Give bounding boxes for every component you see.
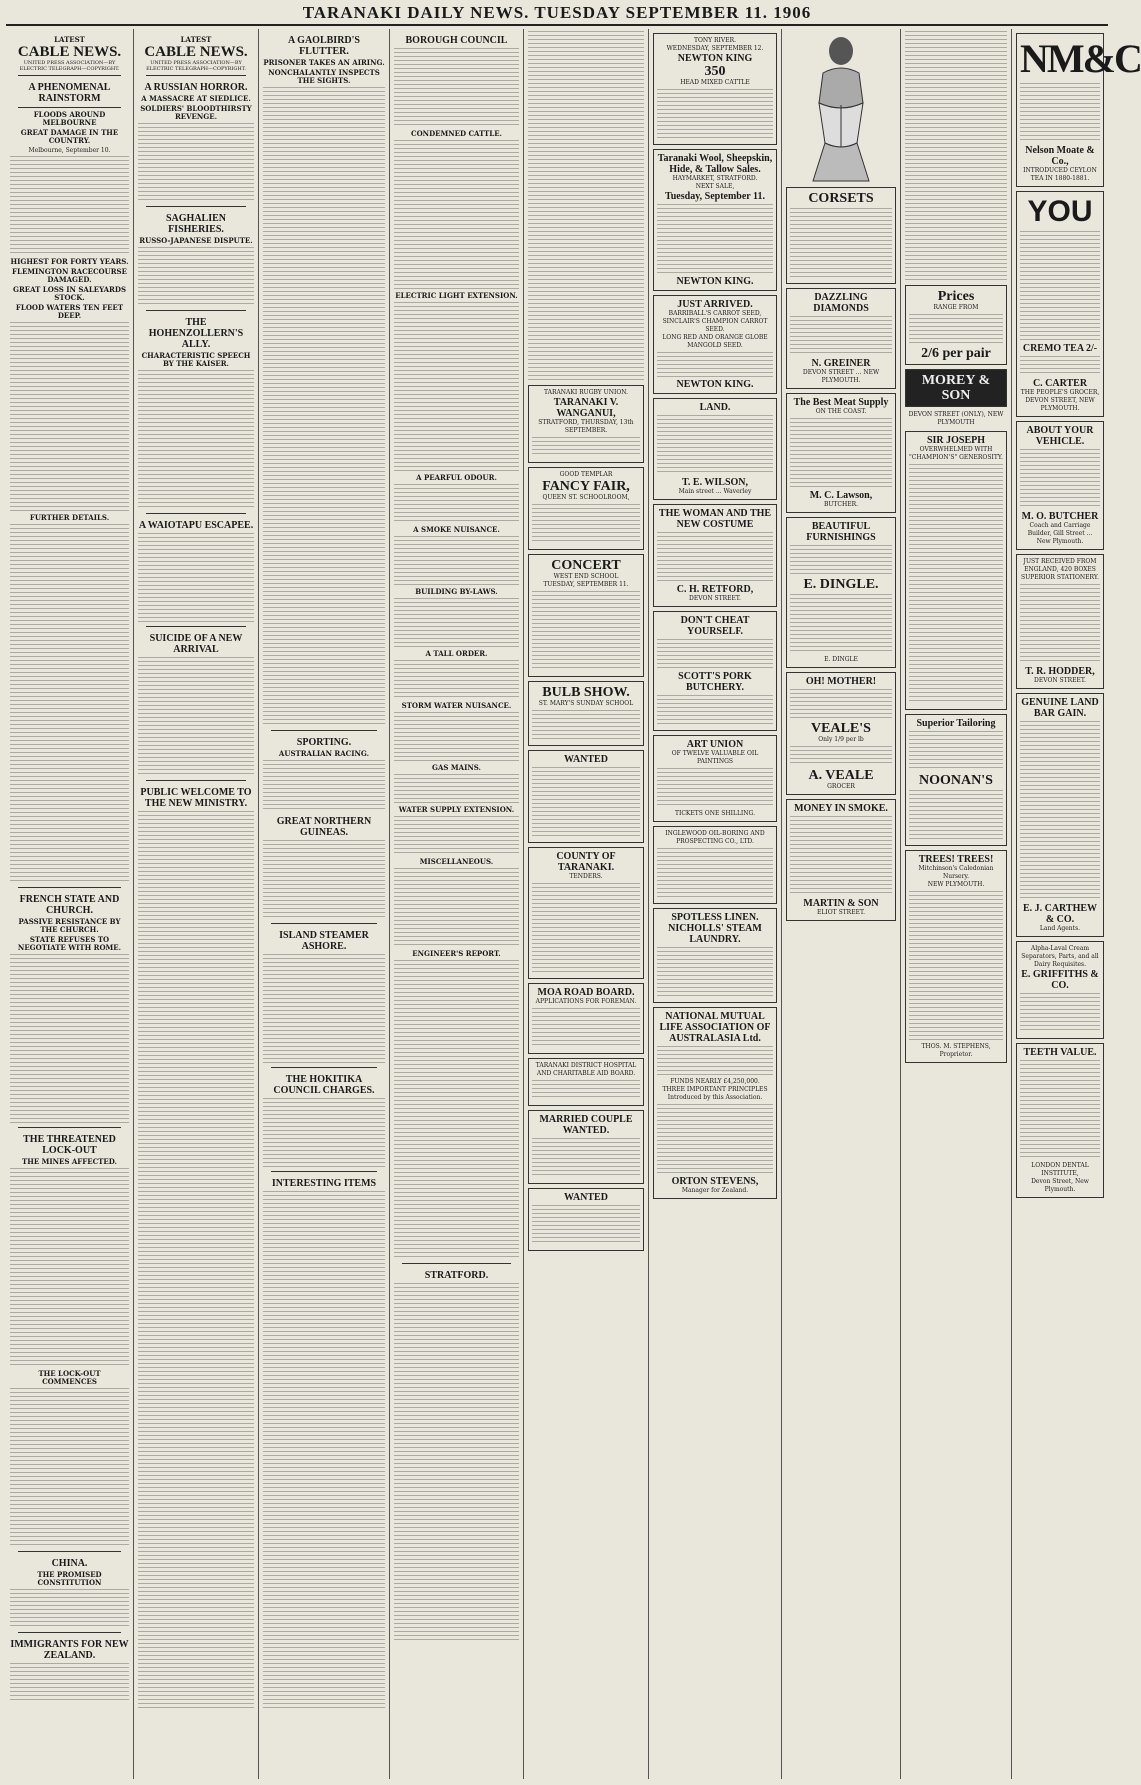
subheadline: GREAT DAMAGE IN THE COUNTRY.: [20, 128, 119, 145]
article-body: [10, 524, 129, 884]
article-body: [394, 536, 519, 586]
advert-newton-king-cattle: [653, 33, 777, 145]
ad-address: Devon Street, New Plymouth.: [1031, 1178, 1089, 1193]
ad-title: FANCY FAIR,: [542, 479, 630, 494]
ad-line: ON THE COAST.: [815, 408, 867, 415]
advert-hospital-board: [528, 1058, 644, 1106]
subheadline: CONDEMNED CATTLE.: [411, 129, 502, 138]
article-body: [138, 123, 254, 203]
ad-line: OVERWHELMED WITH "CHAMPION'S" GENEROSITY.: [909, 446, 1003, 461]
ad-line: FUNDS NEARLY £4,250,000.: [670, 1078, 760, 1085]
column-8: [901, 29, 1012, 1779]
headline: A PHENOMENAL RAINSTORM: [28, 82, 111, 104]
ad-date: TUESDAY, SEPTEMBER 11.: [543, 581, 629, 588]
advert-cremo: [1016, 191, 1104, 417]
subheadline: A MASSACRE AT SIEDLICE.: [141, 94, 251, 103]
ad-line: Manager for Zealand.: [681, 1187, 749, 1194]
headline: CHINA.: [51, 1558, 88, 1569]
column-6: [649, 29, 782, 1779]
ad-address: DEVON STREET.: [689, 595, 741, 602]
ad-name: C. H. RETFORD,: [676, 584, 754, 595]
ad-label: TONY RIVER.: [693, 37, 737, 44]
ad-name: M. O. BUTCHER: [1021, 511, 1099, 522]
advert-furnishings: [786, 517, 896, 668]
ad-line: SINCLAIR'S CHAMPION CARROT SEED.: [662, 318, 768, 333]
headline: PUBLIC WELCOME TO THE NEW MINISTRY.: [140, 787, 252, 809]
ad-title: Superior Tailoring: [916, 718, 996, 729]
headline: INTERESTING ITEMS: [271, 1178, 377, 1189]
advert-wanted: [528, 750, 644, 843]
advert-wanted-2: [528, 1188, 644, 1251]
ad-line: LONG RED AND ORANGE GLOBE MANGOLD SEED.: [662, 334, 768, 349]
ad-name: T. R. HODDER,: [1025, 666, 1095, 677]
ad-line: Land Agents.: [1039, 925, 1081, 932]
ad-line: ST. MARY'S SUNDAY SCHOOL: [538, 700, 634, 707]
ad-title: NEWTON KING: [677, 53, 753, 64]
headline: SAGHALIEN FISHERIES.: [165, 213, 226, 235]
ad-title: GENUINE LAND BAR GAIN.: [1021, 697, 1099, 719]
advert-oil-boring: [653, 826, 777, 904]
column-7: [782, 29, 901, 1779]
ad-address: Main street ... Waverley: [678, 488, 752, 495]
subheadline: A TALL ORDER.: [425, 649, 488, 658]
advert-wool-sales: [653, 149, 777, 291]
article-body: [10, 322, 129, 512]
ad-title: DON'T CHEAT YOURSELF.: [680, 615, 750, 637]
ad-title: TARANAKI V. WANGANUI,: [553, 397, 619, 419]
ad-line: WEST END SCHOOL: [553, 573, 619, 580]
column-9: [1012, 29, 1141, 1779]
ad-title: BULB SHOW.: [542, 685, 630, 700]
subheadline: FLEMINGTON RACECOURSE DAMAGED.: [12, 267, 127, 284]
article-body: [394, 816, 519, 856]
article-body: [263, 1191, 385, 1711]
article-body: [10, 1589, 129, 1629]
ad-line: RANGE FROM: [933, 304, 979, 311]
ad-name: ORTON STEVENS,: [671, 1176, 759, 1187]
subheadline: CHARACTERISTIC SPEECH BY THE KAISER.: [141, 351, 251, 368]
article-body: [138, 247, 254, 307]
subheadline: THE PROMISED CONSTITUTION: [37, 1570, 102, 1587]
article-body: [394, 484, 519, 524]
article-body: [263, 760, 385, 810]
article-body: [394, 302, 519, 472]
headline: A WAIOTAPU ESCAPEE.: [138, 520, 254, 531]
advert-diamonds: [786, 288, 896, 389]
advert-land-wilson: [653, 398, 777, 500]
ad-name: SCOTT'S PORK BUTCHERY.: [678, 671, 752, 693]
article-body: [394, 660, 519, 700]
headline: STRATFORD.: [424, 1270, 489, 1281]
advert-meat: [786, 393, 896, 513]
nmc-logo: NM&C: [1020, 36, 1141, 81]
ad-line: HEAD MIXED CATTLE: [680, 79, 750, 86]
ad-title: JUST RECEIVED FROM ENGLAND, 420 BOXES SUPERIOR STATIONERY.: [1021, 558, 1099, 581]
article-body: [394, 140, 519, 290]
ad-title: MONEY IN SMOKE.: [794, 803, 888, 814]
dateline: Melbourne, September 10.: [28, 147, 111, 154]
subheadline: ENGINEER'S REPORT.: [412, 949, 501, 958]
article-body: [394, 868, 519, 948]
ad-name: A. VEALE: [808, 768, 874, 783]
ad-title: NATIONAL MUTUAL LIFE ASSOCIATION OF AUSTRALASIA Ltd.: [659, 1011, 771, 1044]
ad-title: CONCERT: [551, 558, 621, 573]
subheadline: BUILDING BY-LAWS.: [415, 587, 498, 596]
credit-line: UNITED PRESS ASSOCIATION—BY ELECTRIC TELEGRAPH—COPYRIGHT.: [146, 60, 246, 72]
article-body: [10, 1168, 129, 1368]
article-body: [394, 48, 519, 128]
advert-teeth: [1016, 1043, 1104, 1198]
headline: SPORTING.: [296, 737, 352, 748]
ad-name: M. C. Lawson,: [809, 490, 873, 501]
masthead: TARANAKI DAILY NEWS. TUESDAY SEPTEMBER 11. 1906: [6, 2, 1108, 26]
ad-line: GROCER: [827, 783, 855, 790]
advert-morey: [905, 369, 1007, 407]
ad-line: THREE IMPORTANT PRINCIPLES: [662, 1086, 768, 1093]
column-3: [259, 29, 390, 1779]
ad-line: BUTCHER.: [823, 501, 859, 508]
article-body: [10, 954, 129, 1124]
advert-stationery: [1016, 554, 1104, 689]
subheadline: NONCHALANTLY INSPECTS THE SIGHTS.: [268, 68, 380, 85]
ad-title: WANTED: [564, 754, 608, 765]
section-title: CABLE NEWS.: [144, 44, 248, 60]
subheadline: FLOOD WATERS TEN FEET DEEP.: [15, 303, 124, 320]
ad-number: 350: [704, 64, 726, 79]
ad-title: TREES! TREES!: [918, 854, 994, 865]
article-body: [263, 1098, 385, 1168]
section-title: CABLE NEWS.: [17, 44, 122, 60]
ad-name: C. CARTER: [1032, 378, 1088, 389]
ad-date: Tuesday, September 11.: [664, 191, 766, 202]
advert-county-tenders: [528, 847, 644, 979]
ad-name: E. DINGLE: [824, 656, 858, 663]
article-body: [905, 31, 1007, 281]
ad-name: NICHOLLS' STEAM LAUNDRY.: [668, 923, 762, 945]
ad-title: Alpha-Laval Cream Separators, Parts, and all Dairy Requisites.: [1021, 945, 1099, 968]
advert-rugby: [528, 385, 644, 463]
advert-laundry: [653, 908, 777, 1003]
ad-name: NEWTON KING.: [676, 276, 754, 287]
subheadline: MISCELLANEOUS.: [419, 857, 494, 866]
ad-title: LAND.: [699, 402, 731, 413]
advert-road-board: [528, 983, 644, 1054]
ad-title: OH! MOTHER!: [805, 676, 877, 687]
ad-title: COUNTY OF TARANAKI.: [556, 851, 616, 873]
article-body: [263, 87, 385, 727]
ad-price: 2/6 per pair: [921, 346, 991, 361]
ad-title: MARRIED COUPLE WANTED.: [539, 1114, 633, 1136]
ad-name: N. GREINER: [811, 358, 871, 369]
article-body: [138, 811, 254, 1711]
headline: THE HOKITIKA COUNCIL CHARGES.: [273, 1074, 375, 1096]
ad-address: DEVON STREET.: [1034, 677, 1086, 684]
article-body: [394, 960, 519, 1260]
ad-title: ART UNION: [686, 739, 744, 750]
column-2: [134, 29, 259, 1779]
ad-line: WEDNESDAY, SEPTEMBER 12.: [666, 45, 764, 52]
ad-name: E. GRIFFITHS & CO.: [1021, 969, 1099, 991]
subheadline: STORM WATER NUISANCE.: [401, 701, 512, 710]
kicker: LATEST: [180, 35, 212, 44]
ad-title: MOREY & SON: [921, 373, 991, 403]
column-1: [6, 29, 134, 1779]
subheadline: GAS MAINS.: [432, 763, 481, 772]
ad-title: TARANAKI DISTRICT HOSPITAL AND CHARITABLE AID BOARD.: [535, 1062, 637, 1077]
subheadline: SOLDIERS' BLOODTHIRSTY REVENGE.: [140, 104, 252, 121]
subheadline: AUSTRALIAN RACING.: [278, 749, 370, 758]
ad-line: Introduced by this Association.: [667, 1094, 763, 1101]
advert-sir-joseph: [905, 431, 1007, 710]
ad-title: SIR JOSEPH: [926, 435, 986, 446]
ad-title: SPOTLESS LINEN.: [671, 912, 759, 923]
credit-line: UNITED PRESS ASSOCIATION—BY ELECTRIC TELEGRAPH—COPYRIGHT.: [19, 60, 120, 72]
advert-trees: [905, 850, 1007, 1063]
advert-money-smoke: [786, 799, 896, 921]
ad-title: DAZZLING DIAMONDS: [813, 292, 869, 314]
advert-bulb-show: [528, 681, 644, 746]
advert-pork-butchery: [653, 611, 777, 731]
ad-name: Nelson Moate & Co.,: [1025, 145, 1095, 167]
ad-line: STRATFORD, THURSDAY, 13th SEPTEMBER.: [538, 419, 634, 434]
column-4: [390, 29, 524, 1779]
ad-title: The Best Meat Supply: [793, 397, 889, 408]
ad-title: INGLEWOOD OIL-BORING AND PROSPECTING CO., LTD.: [665, 830, 765, 845]
ad-name: LONDON DENTAL INSTITUTE,: [1031, 1162, 1089, 1177]
headline: A GAOLBIRD'S FLUTTER.: [288, 35, 360, 57]
subheadline: THE MINES AFFECTED.: [22, 1157, 117, 1166]
ad-line: OF TWELVE VALUABLE OIL PAINTINGS: [671, 750, 759, 765]
ad-line: NEW PLYMOUTH.: [927, 881, 985, 888]
article-body: [394, 774, 519, 804]
headline: THE HOHENZOLLERN'S ALLY.: [148, 317, 244, 350]
ad-name: MARTIN & SON: [803, 898, 879, 909]
ad-title: ABOUT YOUR VEHICLE.: [1026, 425, 1094, 447]
advert-separators: [1016, 941, 1104, 1039]
ad-label: TARANAKI RUGBY UNION.: [543, 389, 629, 396]
advert-prices: [905, 285, 1007, 365]
ad-name: THOS. M. STEPHENS,: [921, 1043, 991, 1050]
ad-name: CREMO TEA 2/-: [1022, 343, 1098, 354]
ad-title: WANTED: [564, 1192, 608, 1203]
subheadline: ELECTRIC LIGHT EXTENSION.: [395, 291, 518, 300]
ad-line: INTRODUCED CEYLON TEA IN 1880-1881.: [1023, 167, 1097, 182]
subheadline: STATE REFUSES TO NEGOTIATE WITH ROME.: [17, 935, 122, 952]
ad-label: GOOD TEMPLAR: [559, 471, 613, 478]
subheadline: PASSIVE RESISTANCE BY THE CHURCH.: [18, 917, 121, 934]
subheadline: HIGHEST FOR FORTY YEARS.: [10, 257, 129, 266]
ad-line: QUEEN ST. SCHOOLROOM,: [542, 494, 630, 501]
advert-art-union: [653, 735, 777, 822]
advert-concert: [528, 554, 644, 677]
ad-title: Taranaki Wool, Sheepskin, Hide, & Tallow Sales.: [657, 153, 773, 175]
headline: THE THREATENED LOCK-OUT: [23, 1134, 116, 1156]
ad-title: JUST ARRIVED.: [677, 299, 753, 310]
advert-mutual-life: [653, 1007, 777, 1199]
advert-tailoring: [905, 714, 1007, 846]
ad-line: TENDERS.: [569, 873, 603, 880]
headline: FRENCH STATE AND CHURCH.: [19, 894, 120, 916]
ad-title: THE WOMAN AND THE NEW COSTUME: [658, 508, 772, 530]
article-body: [394, 1283, 519, 1643]
ad-line: BARRIBALL'S CARROT SEED,: [668, 310, 762, 317]
ad-line: HAYMARKET, STRATFORD.: [672, 175, 758, 182]
subheadline: A PEARFUL ODOUR.: [416, 473, 497, 482]
ad-name: NEWTON KING.: [676, 379, 754, 390]
corset-illustration: [801, 33, 881, 183]
ad-name: NOONAN'S: [919, 773, 993, 788]
subheadline: PRISONER TAKES AN AIRING.: [263, 58, 385, 67]
article-body: [10, 156, 129, 256]
article-body: [10, 1388, 129, 1548]
headline: GREAT NORTHERN GUINEAS.: [276, 816, 372, 838]
article-body: [138, 533, 254, 623]
advert-just-arrived: [653, 295, 777, 394]
subheadline: RUSSO-JAPANESE DISPUTE.: [139, 236, 253, 245]
article-body: [263, 840, 385, 920]
kicker: LATEST: [54, 35, 85, 44]
ad-name: VEALE'S: [811, 721, 871, 736]
ad-name: T. E. WILSON,: [681, 477, 749, 488]
ad-address: DEVON STREET ... NEW PLYMOUTH.: [802, 369, 880, 384]
ad-line: Mitchinson's Caledonian Nursery.: [918, 865, 994, 880]
headline: A RUSSIAN HORROR.: [144, 82, 248, 93]
advert-married-couple: [528, 1110, 644, 1184]
advert-nmc: [1016, 33, 1141, 187]
advert-new-costume: [653, 504, 777, 607]
ad-price: Only 1/9 per lb: [818, 736, 864, 743]
advert-oh-mother: [786, 672, 896, 795]
ad-name: E. J. CARTHEW & CO.: [1022, 903, 1098, 925]
article-body: [394, 712, 519, 762]
ad-line: TICKETS ONE SHILLING.: [674, 810, 756, 817]
article-body: [263, 954, 385, 1064]
column-5: [524, 29, 649, 1779]
article-body: [138, 657, 254, 777]
article-body: [528, 31, 644, 381]
advert-corsets: [786, 187, 896, 284]
ad-line: APPLICATIONS FOR FOREMAN.: [535, 998, 637, 1005]
advert-vehicle: [1016, 421, 1104, 550]
ad-title: CORSETS: [808, 191, 874, 206]
subheadline: FURTHER DETAILS.: [29, 513, 110, 522]
subheadline: FLOODS AROUND MELBOURNE: [33, 110, 106, 127]
subheadline: WATER SUPPLY EXTENSION.: [398, 805, 515, 814]
subheadline: A SMOKE NUISANCE.: [413, 525, 500, 534]
ad-title: YOU: [1027, 195, 1093, 228]
ad-line: NEXT SALE,: [695, 183, 735, 190]
headline: IMMIGRANTS FOR NEW ZEALAND.: [10, 1639, 129, 1661]
ad-address: Coach and Carriage Builder, Gill Street ... New Plymouth.: [1027, 522, 1093, 545]
ad-title: BEAUTIFUL FURNISHINGS: [806, 521, 876, 543]
advert-land-bargain: [1016, 693, 1104, 937]
article-body: [138, 370, 254, 510]
subheadline: THE LOCK-OUT COMMENCES: [38, 1369, 101, 1386]
ad-title: MOA ROAD BOARD.: [537, 987, 635, 998]
article-body: [394, 598, 519, 648]
headline: SUICIDE OF A NEW ARRIVAL: [149, 633, 243, 655]
ad-name: E. DINGLE.: [803, 577, 879, 592]
ad-line: Proprietor.: [939, 1051, 973, 1058]
article-body: [10, 1663, 129, 1703]
ad-title: Prices: [937, 289, 975, 304]
headline: ISLAND STEAMER ASHORE.: [279, 930, 369, 952]
ad-title: TEETH VALUE.: [1023, 1047, 1097, 1058]
ad-address: THE PEOPLE'S GROCER, DEVON STREET, NEW PLYMOUTH.: [1020, 389, 1100, 412]
headline: BOROUGH COUNCIL: [405, 35, 508, 46]
ad-address: DEVON STREET (ONLY), NEW PLYMOUTH: [908, 411, 1004, 426]
subheadline: GREAT LOSS IN SALEYARDS STOCK.: [12, 285, 126, 302]
ad-address: ELIOT STREET.: [817, 909, 865, 916]
advert-fancy-fair: [528, 467, 644, 550]
